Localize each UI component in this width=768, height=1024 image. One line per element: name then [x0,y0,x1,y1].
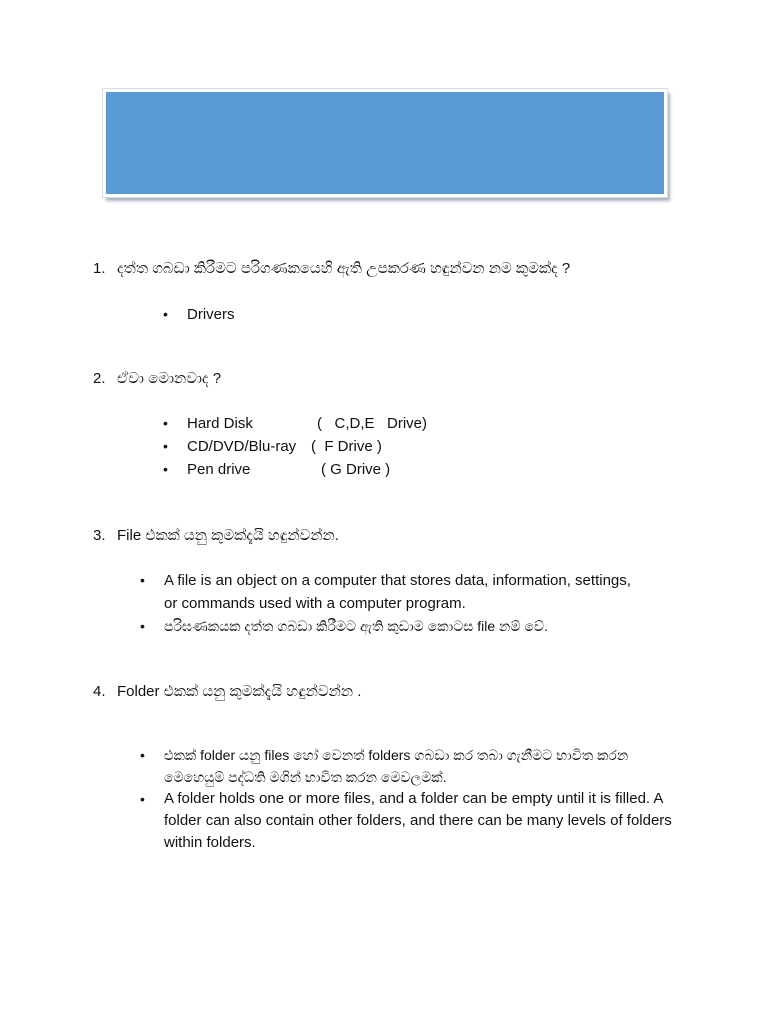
question-number: 4. [93,683,106,700]
answer-text: A folder holds one or more files, and a folder can be empty until it is filled. A folder can also contain other folders, and there can be many levels of folders within folders. [164,790,672,851]
list-item [163,435,427,458]
drive-letters: ( C,D,E Drive) [317,415,428,432]
list-item [163,458,427,481]
device-name: CD/DVD/Blu-ray [187,438,297,455]
question-3 [93,526,339,546]
answer-text: Drivers [187,306,235,323]
question-number: 3. [93,527,106,544]
device-name: Hard Disk [187,415,253,432]
answer-text: එකක් folder යනු files හෝ වෙනත් folders ගබඩා කර තබා ගැනීමට භාවිත කරන මෙහෙයුම් පද්ධති මගින් භාවිත කරන මෙවලමක්. [164,747,629,785]
question-2 [93,369,221,389]
bullet-icon: • [140,572,145,588]
question-1 [93,259,570,279]
answer-text: A file is an object on a computer that stores data, information, settings, or commands used with a computer program. [164,572,631,612]
list-item [163,303,235,326]
question-text: දත්ත ගබඩා කිරීමට පරිගණකයෙහි ඇති උපකරණ හඳුන්වන නම කුමක්ද ? [117,260,571,277]
bullet-icon: • [163,461,168,477]
bullet-icon: • [163,438,168,454]
answer-list-2 [163,412,427,481]
header-banner [103,89,667,197]
answer-list-3 [140,569,640,638]
list-item [140,744,675,788]
question-number: 2. [93,370,106,387]
device-name: Pen drive [187,461,251,478]
question-text: ඒවා මොනවාද ? [117,370,222,387]
bullet-icon: • [163,306,168,322]
question-4 [93,682,361,702]
answer-list-1 [163,303,235,326]
list-item [163,412,427,435]
list-item [140,569,640,615]
bullet-icon: • [163,415,168,431]
drive-letters: ( G Drive ) [321,461,391,478]
list-item [140,615,640,638]
bullet-icon: • [140,747,145,763]
question-text: File එකක් යනු කුමක්දැයි හඳුන්වන්න. [117,527,339,544]
bullet-icon: • [140,618,145,634]
answer-list-4 [140,744,675,854]
question-text: Folder එකක් යනු කුමක්දැයි හඳුන්වන්න . [117,683,362,700]
drive-letters: ( F Drive ) [311,438,382,455]
list-item [140,788,675,854]
question-number: 1. [93,260,106,277]
answer-text: පරිඝණකයක දත්ත ගබඩා කිරීමට ඇති කුඩාම කොටස file නම් වේ. [164,618,548,634]
bullet-icon: • [140,791,145,807]
